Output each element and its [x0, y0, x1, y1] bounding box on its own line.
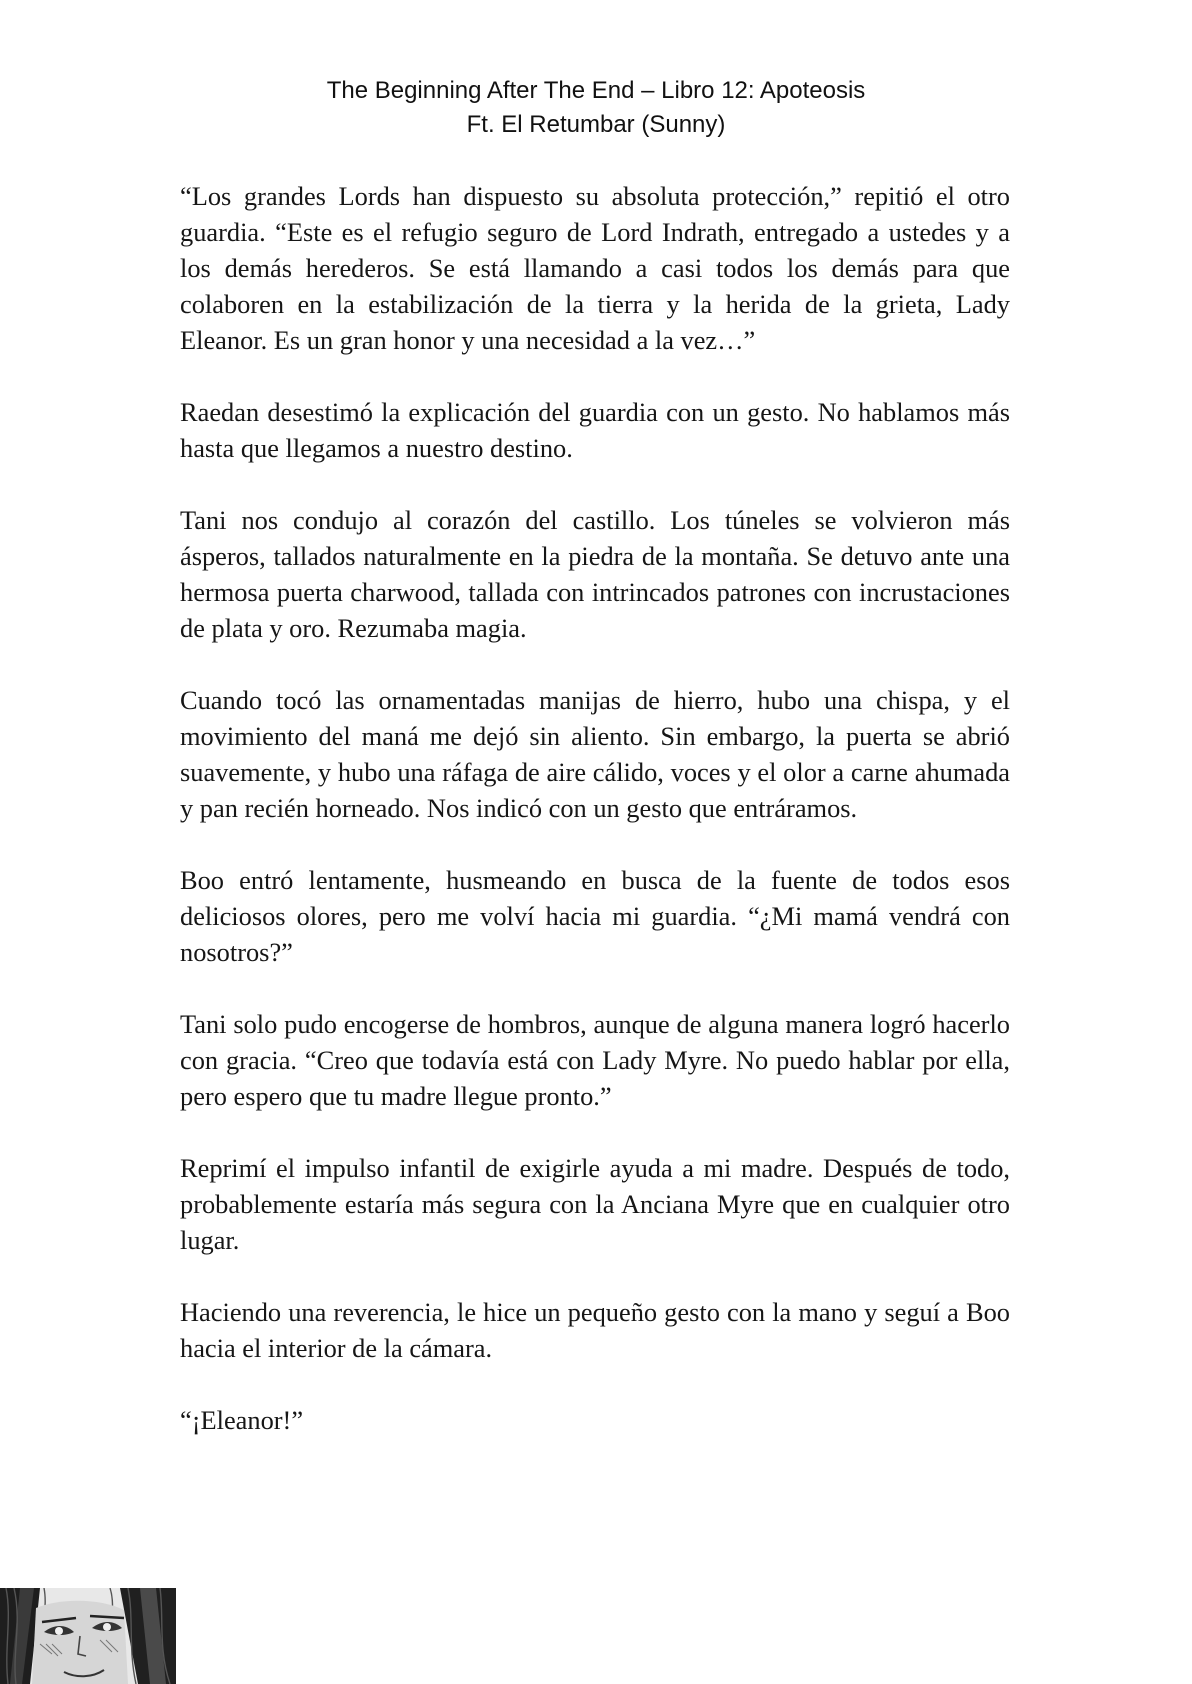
paragraph: Raedan desestimó la explicación del guardia con un gesto. No hablamos más hasta que llegamos a nuestro destino.	[180, 397, 1010, 463]
paragraph: Cuando tocó las ornamentadas manijas de hierro, hubo una chispa, y el movimiento del maná me dejó sin aliento. Sin embargo, la puerta se abrió suavemente, y hubo una ráfaga de aire cálido, voces y el olor a carne ahumada y pan recién horneado. Nos indicó con un gesto que entráramos.	[180, 685, 1010, 823]
paragraph: “Los grandes Lords han dispuesto su absoluta protección,” repitió el otro guardia. “Este es el refugio seguro de Lord Indrath, entregado a ustedes y a los demás herederos. Se está llamando a casi todos los demás para que colaboren en la estabilización de la tierra y la herida de la grieta, Lady Eleanor. Es un gran honor y una necesidad a la vez…”	[180, 181, 1010, 355]
chapter-body	[180, 178, 1010, 1438]
page-header	[0, 74, 1192, 142]
header-subtitle: Ft. El Retumbar (Sunny)	[466, 111, 726, 138]
paragraph: Tani solo pudo encogerse de hombros, aunque de alguna manera logró hacerlo con gracia. “Creo que todavía está con Lady Myre. No puedo hablar por ella, pero espero que tu madre llegue pronto.”	[180, 1009, 1010, 1111]
paragraph: “¡Eleanor!”	[180, 1405, 304, 1435]
paragraph: Reprimí el impulso infantil de exigirle ayuda a mi madre. Después de todo, probablemente estaría más segura con la Anciana Myre que en cualquier otro lugar.	[180, 1153, 1010, 1255]
character-portrait-illustration	[0, 1588, 176, 1684]
header-title: The Beginning After The End – Libro 12: Apoteosis	[326, 77, 866, 104]
paragraph: Boo entró lentamente, husmeando en busca de la fuente de todos esos deliciosos olores, pero me volví hacia mi guardia. “¿Mi mamá vendrá con nosotros?”	[180, 865, 1010, 967]
paragraph: Tani nos condujo al corazón del castillo. Los túneles se volvieron más ásperos, tallados naturalmente en la piedra de la montaña. Se detuvo ante una hermosa puerta charwood, tallada con intrincados patrones con incrustaciones de plata y oro. Rezumaba magia.	[180, 505, 1010, 643]
paragraph: Haciendo una reverencia, le hice un pequeño gesto con la mano y seguí a Boo hacia el interior de la cámara.	[180, 1297, 1010, 1363]
